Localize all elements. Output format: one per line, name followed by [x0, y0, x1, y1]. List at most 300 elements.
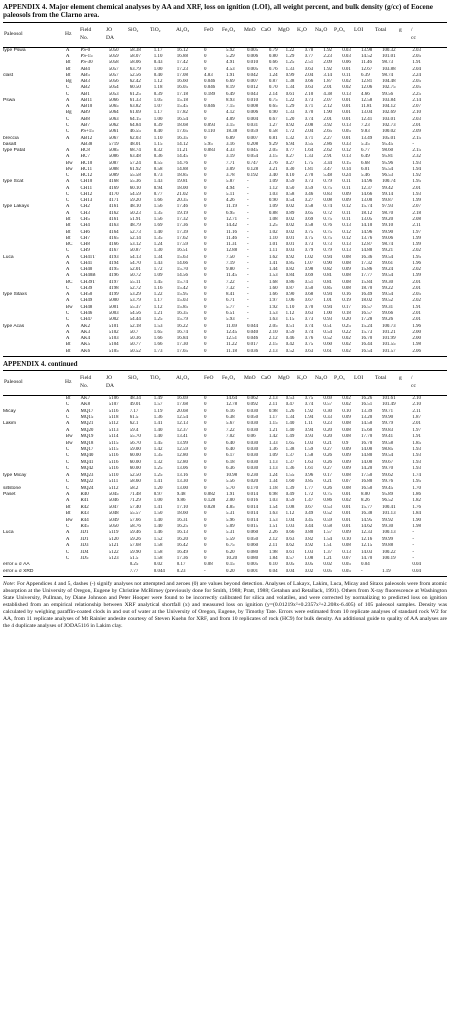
table-cell: 18.60: [176, 511, 188, 517]
table-cell: 0: [204, 511, 207, 517]
table-cell: 0: [204, 154, 207, 160]
table-cell: 0.93: [304, 434, 314, 440]
table-cell: 101.01: [381, 54, 396, 60]
table-cell: 0: [204, 323, 207, 329]
table-cell: -: [412, 555, 414, 561]
table-cell: 0.69: [304, 216, 314, 222]
table-cell: 1.41: [153, 504, 163, 510]
table-cell: 99.10: [381, 223, 394, 229]
table-cell: 2.05: [268, 323, 278, 329]
table-cell: 0.128: [204, 498, 216, 504]
table-cell: 98.74: [381, 72, 394, 78]
table-cell: -: [246, 310, 249, 316]
table-cell: 0.49: [285, 491, 295, 497]
table-cell: 1.45: [153, 440, 163, 446]
table-cell: 5.35: [361, 141, 370, 147]
table-cell: 103.88: [381, 66, 396, 72]
table-cell: 0.74: [304, 329, 314, 335]
table-cell: 0.90: [268, 198, 278, 204]
header-sio2: SiO₂: [128, 374, 139, 381]
table-cell: 7.22: [226, 427, 235, 433]
table-cell: 0.39: [153, 91, 163, 97]
table-cell: 2.10: [412, 402, 421, 408]
table-cell: 0.58: [268, 129, 278, 135]
table-cell: 99.76: [381, 479, 394, 485]
table-cell: 0.030: [246, 466, 259, 472]
table-cell: 0.12: [342, 148, 351, 154]
table-cell: 1.61: [304, 466, 314, 472]
table-cell: 1.91: [226, 72, 235, 78]
table-cell: 1.99: [412, 198, 421, 204]
table-cell: PS-30: [80, 60, 93, 66]
table-cell: 6.18: [226, 459, 235, 465]
table-cell: 4.26: [226, 198, 235, 204]
table-cell: 0.01: [342, 97, 351, 103]
table-cell: 2.03: [412, 116, 421, 122]
table-cell: 1.53: [268, 517, 278, 523]
table-cell: CH4: [80, 223, 90, 229]
table-cell: 0.12: [342, 235, 351, 241]
table-cell: Bw: [65, 166, 73, 172]
table-cell: 2.01: [412, 310, 421, 316]
table-cell: 5.29: [226, 54, 235, 60]
table-cell: 48.10: [129, 204, 141, 210]
table-cell: 1.43: [153, 260, 163, 266]
table-cell: 0: [204, 530, 207, 536]
table-cell: 2.01: [412, 317, 421, 323]
header-field: Field: [80, 26, 92, 33]
table-cell: 62.03: [129, 135, 141, 141]
table-cell: 1.10: [285, 304, 295, 310]
table-cell: 1.03: [304, 440, 314, 446]
table-cell: MQ42: [80, 466, 94, 472]
table-cell: 4164: [108, 229, 119, 235]
table-cell: AK5: [80, 342, 91, 348]
table-cell: 13.00: [176, 485, 188, 491]
table-cell: 0: [204, 348, 207, 354]
table-cell: 18.12: [361, 210, 373, 216]
table-cell: 0.63: [285, 536, 295, 542]
table-cell: 0: [204, 116, 207, 122]
table-cell: 0.19: [342, 298, 351, 304]
table-cell: 5002: [108, 317, 119, 323]
table-cell: 18.02: [361, 298, 373, 304]
table-cell: 0.45: [304, 517, 314, 523]
table-cell: 0.25: [342, 323, 351, 329]
table-cell: 11.21: [176, 148, 188, 154]
table-cell: 0.007: [246, 135, 259, 141]
table-cell: 0.27: [285, 154, 295, 160]
table-cell: -: [246, 216, 249, 222]
table-cell: 0.66: [304, 79, 314, 85]
header-slash: /: [411, 26, 413, 33]
table-cell: 0: [204, 447, 207, 453]
table-cell: 0.71: [304, 135, 314, 141]
table-cell: 2.01: [412, 123, 421, 128]
table-cell: 0.69: [323, 395, 332, 401]
table-cell: 5.48: [323, 173, 332, 179]
table-cell: 96.52: [381, 498, 394, 504]
table-cell: 0.01: [342, 116, 351, 122]
table-cell: 1.17: [268, 415, 278, 421]
table-cell: BC: [65, 242, 73, 248]
table-cell: 64.84: [129, 123, 141, 128]
table-cell: 1.91: [412, 304, 421, 310]
table-cell: 0.59: [285, 179, 295, 185]
table-cell: 0.59: [285, 498, 295, 504]
table-cell: Micay: [3, 408, 16, 414]
header-p2o5: P₂O₅: [334, 26, 345, 33]
table-cell: 0.61: [285, 91, 295, 97]
table-cell: 55.58: [129, 173, 141, 179]
table-cell: 17.50: [361, 472, 373, 478]
table-cell: 13.99: [176, 440, 188, 446]
table-cell: Luca: [3, 530, 14, 536]
header-tio2: TiO₂: [150, 26, 161, 33]
table-cell: 1.01: [323, 298, 332, 304]
table-cell: 16.80: [361, 479, 373, 485]
header-slash: /: [411, 374, 413, 381]
table-cell: 17.77: [361, 273, 373, 279]
table-cell: 6.01: [361, 166, 370, 172]
table-cell: 0.27: [304, 198, 314, 204]
table-cell: 0.57: [285, 555, 295, 561]
table-cell: 4.38: [323, 91, 332, 97]
table-cell: C: [65, 285, 70, 291]
table-cell: 2.18: [412, 210, 421, 216]
table-cell: CH11: [80, 185, 93, 191]
table-cell: 1.29: [285, 54, 295, 60]
table-cell: 0.52: [323, 336, 332, 342]
table-cell: 0.020: [246, 479, 259, 485]
table-cell: 5116: [108, 459, 119, 465]
table-cell: 0: [204, 54, 207, 60]
table-cell: 0.012: [246, 85, 259, 91]
table-cell: MQ41: [80, 459, 94, 465]
table-cell: 12.06: [361, 85, 373, 91]
table-cell: 5120: [108, 536, 119, 542]
header-cc: cc: [411, 34, 416, 41]
table-cell: 5062: [108, 123, 119, 128]
table-cell: 53.29: [129, 292, 141, 298]
table-cell: 0.11: [342, 72, 351, 78]
table-cell: 1.19: [153, 408, 163, 414]
table-cell: 5.31: [226, 530, 235, 536]
table-cell: 5058: [108, 60, 119, 66]
table-cell: 0.15: [226, 562, 235, 568]
table-cell: 11.81: [361, 104, 372, 110]
table-cell: 99.26: [381, 317, 394, 323]
table-cell: 0.90: [285, 292, 295, 298]
table-cell: 1.40: [153, 427, 163, 433]
table-cell: CH9: [80, 248, 90, 254]
table-cell: PS-15: [80, 54, 93, 60]
table-cell: 1.41: [268, 260, 278, 266]
table-cell: 1.94: [412, 166, 421, 172]
table-cell: 2.05: [412, 85, 421, 91]
table-cell: 18.85: [176, 173, 188, 179]
table-cell: 2.51: [304, 60, 314, 66]
table-cell: 15.77: [361, 504, 373, 510]
table-cell: 16.25: [176, 523, 188, 529]
table-cell: C: [65, 116, 70, 122]
table-cell: 0.58: [304, 204, 314, 210]
table-cell: Bw: [65, 160, 73, 166]
table-cell: 0: [204, 267, 207, 273]
table-cell: 1.99: [412, 273, 421, 279]
table-cell: 1.26: [285, 408, 295, 414]
table-cell: -: [412, 549, 414, 555]
table-cell: 1.72: [153, 267, 163, 273]
table-cell: 105.01: [381, 135, 396, 141]
table-cell: 0.96: [304, 472, 314, 478]
table-cell: 1.56: [153, 204, 163, 210]
table-cell: 0.03: [342, 54, 351, 60]
table-cell: 6.16: [226, 408, 235, 414]
table-cell: 0.98: [304, 267, 314, 273]
table-cell: 19.19: [176, 210, 188, 216]
table-cell: 5104: [108, 342, 119, 348]
table-cell: 0: [204, 395, 207, 401]
table-cell: 16.36: [361, 254, 373, 260]
table-cell: 99.30: [381, 523, 394, 529]
table-cell: 0: [204, 210, 207, 216]
table-cell: 61.92: [129, 166, 141, 172]
table-cell: 0.02: [342, 336, 351, 342]
table-cell: 1.37: [285, 459, 295, 465]
table-cell: 0: [204, 97, 207, 103]
header-field: Field: [80, 374, 92, 381]
table-cell: 99.92: [381, 517, 394, 523]
table-cell: 1.49: [285, 434, 295, 440]
table-cell: 64.15: [129, 116, 141, 122]
table-cell: 7.77: [129, 568, 139, 574]
table-cell: 0.59: [304, 185, 314, 191]
table-cell: 5057: [108, 72, 119, 78]
table-cell: 11.45: [226, 273, 237, 279]
table-cell: 0.010: [246, 97, 259, 103]
table-cell: CH12: [80, 191, 93, 197]
table-cell: 12.88: [226, 248, 238, 254]
header-jo: JO: [106, 26, 113, 33]
table-cell: 0: [204, 191, 207, 197]
table-cell: 2.09: [412, 129, 421, 135]
table-cell: -: [246, 191, 249, 197]
table-cell: 0.02: [285, 229, 295, 235]
table-cell: 0.082: [204, 491, 216, 497]
table-cell: 1.37: [323, 549, 332, 555]
table-cell: 5065: [108, 104, 119, 110]
table-cell: 50.77: [129, 342, 141, 348]
table-cell: 5048: [108, 511, 119, 517]
table-cell: 0.51: [304, 279, 314, 285]
table-cell: 5.77: [226, 304, 235, 310]
footnote: [3, 581, 447, 630]
table-cell: 0.010: [246, 60, 259, 66]
table-cell: 0.67: [268, 116, 278, 122]
table-cell: 16.38: [361, 511, 373, 517]
table-cell: 5063: [108, 116, 119, 122]
table-cell: 1.39: [285, 485, 295, 491]
table-cell: 0.77: [304, 54, 314, 60]
table-cell: R44: [80, 517, 89, 523]
appendix-page: [3, 3, 447, 631]
table-cell: 2.12: [268, 336, 278, 342]
table-cell: 0.03: [342, 47, 351, 53]
table-cell: 5115: [108, 440, 119, 446]
table-cell: A: [65, 292, 70, 298]
header-loi: LOI: [354, 374, 364, 381]
table-cell: 0.09: [342, 198, 351, 204]
table-cell: 20.68: [176, 408, 188, 414]
table-cell: 0.73: [323, 242, 332, 248]
table-cell: -: [246, 317, 249, 323]
table-cell: Bt: [65, 395, 71, 401]
table-cell: 0.79: [323, 248, 332, 254]
table-cell: 11.22: [226, 342, 237, 348]
table-cell: 2.10: [268, 329, 278, 335]
table-cell: A: [65, 97, 70, 103]
table-cell: 1.34: [285, 415, 295, 421]
table-cell: 8.93: [226, 97, 235, 103]
table-cell: 5057: [108, 66, 119, 72]
table-cell: 2.10: [304, 91, 314, 97]
table-cell: 2.03: [412, 47, 421, 53]
table-cell: 1.40: [285, 421, 295, 427]
table-cell: 1.53: [153, 323, 163, 329]
table-cell: 17.68: [176, 402, 188, 408]
header-paleosol: Paleosol: [4, 30, 23, 37]
table-cell: 0.73: [304, 317, 314, 323]
table-cell: A: [65, 210, 70, 216]
table-cell: 0.47: [285, 402, 295, 408]
table-cell: 0: [204, 110, 207, 116]
table-cell: 99.20: [381, 216, 394, 222]
table-cell: AK8: [80, 402, 91, 408]
table-cell: 0.75: [304, 229, 314, 235]
table-cell: 0.05: [342, 562, 351, 568]
table-cell: 0.10: [268, 562, 278, 568]
table-cell: 5059: [108, 54, 119, 60]
table-cell: 0.044: [246, 323, 259, 329]
table-cell: 0.54: [323, 329, 332, 335]
table-cell: 4.33: [226, 148, 235, 154]
table-cell: 5118: [108, 415, 119, 421]
table-cell: 10.98: [226, 472, 238, 478]
table-cell: 13.49: [361, 135, 373, 141]
table-cell: 1.94: [304, 415, 314, 421]
table-cell: 0.080: [246, 555, 259, 561]
table-cell: 0.94: [323, 304, 332, 310]
table-cell: 0: [204, 273, 207, 279]
table-cell: 1.43: [153, 179, 163, 185]
table-cell: siltstone: [3, 485, 21, 491]
header-hz: Hz: [65, 30, 72, 37]
table-cell: 0.016: [246, 498, 259, 504]
table-cell: 1.68: [268, 279, 278, 285]
table-cell: CH13: [80, 198, 93, 204]
table-cell: 5067: [108, 135, 119, 141]
table-cell: 48.79: [129, 223, 141, 229]
table-cell: 1.03: [304, 549, 314, 555]
table-cell: 0.01: [342, 110, 351, 116]
table-cell: A: [65, 185, 70, 191]
table-cell: 0.05: [342, 129, 351, 135]
table-cell: 0.030: [246, 453, 259, 459]
table-cell: C: [65, 523, 70, 529]
note-text: For Appendices 4 and 5, dashes (-) signify analyses not attempted and zeroes (0) are values beyond detection. Analyses of Lakayx, Lakim, Luca, Micay and Sitaxs paleosols were from atomic absorption at the University of Oregon, Eugene by Christine McBirney (previously done for Smith, 1988; Pratt, 1988; Getahun and Retallack, 1991). Others from X-ray fluorescence at Washington State University, Pullman, by Diane Johnson and Peter Hooper were found to be incorrectly calibrated for silica and volatiles, and were corrected by normalizing to predicted loss on ignition established from an empirical relationship between XRF analytical shortfall (x) and measured loss on ignition (y=(0.01219x²+0.2357x²+2.208x-6.405) of 105 paleosol samples. Density was calculated by weighing paraffin-coated clods in and out of water at the University of Oregon, Eugene, by Timothy Tate. Errors were estimated from 10 replicate analyses of standard rock W2 for AA, from 11 replicate analyses of Mt Rainier andesite courtesy of Steven Kuehn for XRF, and from 10 replicates of rock (HC9) for bulk density. An additional guide to quality of AA analyses are the 4 duplicate analyses of JODA5116 in Lakim clay.: [3, 581, 448, 630]
table-cell: 0.09: [342, 447, 351, 453]
table-cell: 16.35: [176, 310, 188, 316]
table-cell: 16.54: [176, 116, 188, 122]
table-cell: 15.73: [361, 329, 373, 335]
table-cell: 5121: [108, 543, 119, 549]
table-cell: 18.70: [361, 285, 373, 291]
table-cell: 1.91: [412, 434, 421, 440]
table-cell: 0.02: [285, 204, 295, 210]
table-cell: 1.17: [153, 110, 163, 116]
table-cell: 5.11: [226, 191, 235, 197]
table-cell: 0.71: [304, 104, 314, 110]
table-cell: 14.96: [361, 179, 373, 185]
table-cell: 58.38: [129, 47, 141, 53]
table-cell: 5116: [108, 453, 119, 459]
table-cell: 0.51: [285, 323, 295, 329]
table-cell: Bt: [65, 229, 71, 235]
table-cell: 1.50: [153, 511, 163, 517]
table-cell: C: [65, 173, 70, 179]
table-cell: 0.58: [304, 223, 314, 229]
table-cell: 5064: [108, 110, 119, 116]
table-cell: 2.06: [412, 348, 421, 354]
table-cell: 6.49: [226, 91, 235, 97]
table-cell: 0.94: [323, 254, 332, 260]
table-cell: 0.13: [342, 248, 351, 254]
table-cell: 12.59: [176, 447, 188, 453]
table-cell: 1.84: [412, 511, 421, 517]
table-cell: A: [65, 329, 70, 335]
table-cell: 0.08: [342, 273, 351, 279]
table-cell: -: [246, 254, 249, 260]
table-cell: 4166: [108, 242, 119, 248]
table-cell: 7.32: [226, 285, 235, 291]
table-cell: 0: [204, 466, 207, 472]
table-cell: 1.93: [412, 459, 421, 465]
table-cell: 1.07: [153, 104, 163, 110]
table-cell: 0.09: [342, 453, 351, 459]
table-cell: 95.81: [381, 154, 394, 160]
table-cell: 12.16: [361, 536, 373, 542]
table-cell: 3.21: [268, 166, 278, 172]
table-cell: 0.27: [285, 160, 295, 166]
table-cell: C: [65, 479, 70, 485]
table-cell: 0.85: [323, 285, 332, 291]
table-cell: 0.27: [323, 466, 332, 472]
table-cell: 101.61: [381, 395, 396, 401]
table-cell: 50.7: [129, 329, 139, 335]
table-cell: 1.91: [226, 491, 235, 497]
table-cell: 1.20: [285, 116, 295, 122]
table-cell: 0.77: [153, 191, 163, 197]
table-cell: 16.05: [176, 85, 188, 91]
table-cell: Bt: [65, 342, 71, 348]
table-cell: 99.88: [381, 543, 394, 549]
table-cell: 5086: [108, 154, 119, 160]
table-cell: 1.22: [285, 97, 295, 103]
table-cell: 0.10: [285, 173, 295, 179]
table-cell: 0.63: [304, 310, 314, 316]
table-cell: 1.11: [304, 421, 313, 427]
